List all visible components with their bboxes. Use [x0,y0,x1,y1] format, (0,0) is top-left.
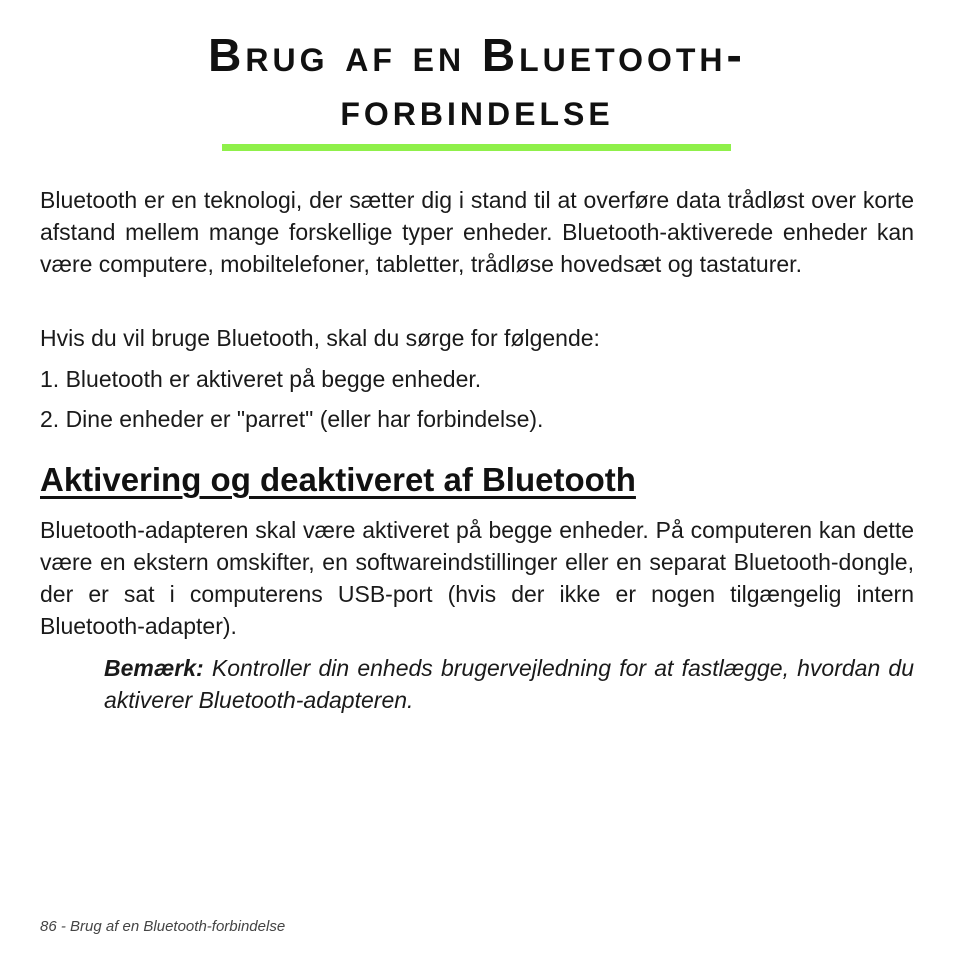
page-footer: 86 - Brug af en Bluetooth-forbindelse [40,918,286,935]
list-item-1: 1. Bluetooth er aktiveret på begge enheder. [40,366,482,392]
intro-paragraph: Bluetooth er en teknologi, der sætter dig i stand til at overføre data trådløst over korte afstand mellem mange forskellige typer enheder. Bluetooth-aktiverede enheder kan være computere, mobiltelefoner, tabletter, trådløse hovedsæt og tastaturer. [40,187,914,277]
requirements-lead: Hvis du vil bruge Bluetooth, skal du sørge for følgende: [40,325,600,351]
page-title-line-2: forbindelse [340,83,614,135]
section-heading: Aktivering og deaktiveret af Bluetooth [40,461,636,498]
section-paragraph: Bluetooth-adapteren skal være aktiveret på begge enheder. På computeren kan dette være en ekstern omskifter, en softwareindstillinger eller en separat Bluetooth-dongle, der er sat i computerens USB-port (hvis der ikke er nogen tilgængelig intern Bluetooth-adapter). [40,517,914,639]
list-item-2: 2. Dine enheder er "parret" (eller har forbindelse). [40,406,544,432]
note [104,652,914,716]
page-title-line-1: Brug af en Bluetooth- [208,29,746,81]
note-text: Kontroller din enheds brugervejledning for at fastlægge, hvordan du aktiverer Bluetooth-adapteren. [104,655,914,713]
title-underline-rule [222,144,731,151]
note-label: Bemærk: [104,655,204,681]
